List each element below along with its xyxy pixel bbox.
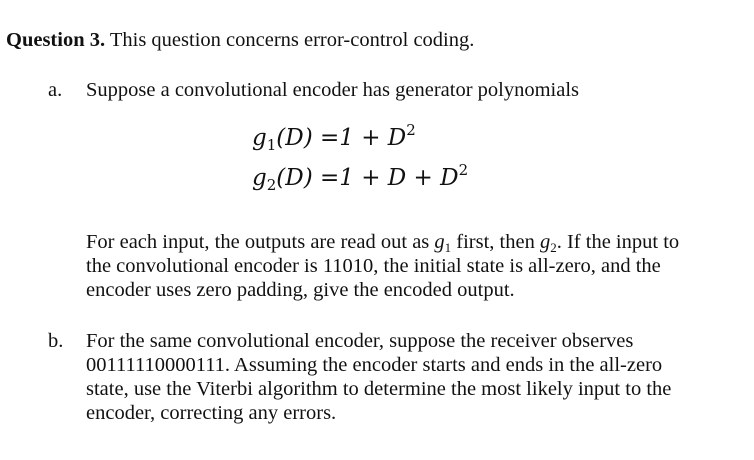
equation-g2-func: g [252,165,267,191]
equation-g2-rhs: =1 + D + D [312,165,459,191]
part-a-body [86,230,746,302]
part-b-line-2: 00111110000111. Assuming the encoder starts and ends in the all-zero [86,354,663,376]
part-b-body [86,329,746,425]
equation-g1-sup: 2 [406,121,416,139]
part-b-marker: b. [48,330,64,352]
equation-g1 [252,121,416,154]
g2-inline-letter: g [539,231,551,253]
equation-g1-arg: (D) [276,125,313,151]
part-a-body-line-1 [86,230,746,254]
g1-inline-sub: 1 [444,240,452,255]
question-intro: This question concerns error-control coding. [105,29,475,51]
question-label: Question 3. [6,29,106,51]
g1-inline-letter: g [434,231,445,253]
part-a-marker: a. [48,79,63,101]
g2-inline-sub: 2 [550,240,557,255]
equation-g2-sup: 2 [458,161,469,179]
equation-g2-arg: (D) [276,165,313,191]
part-b-line-1: For the same convolutional encoder, suppose the receiver observes [86,330,634,352]
part-b-line-4: encoder, correcting any errors. [86,402,337,424]
part-a-body-line-2: the convolutional encoder is 11010, the initial state is all-zero, and the [86,255,661,277]
part-a-body-line-3: encoder uses zero padding, give the encoded output. [86,279,515,301]
equation-g1-sub: 1 [266,136,277,154]
part-b-line-3: state, use the Viterbi algorithm to determine the most likely input to the [86,378,672,400]
equation-g2-sub: 2 [266,176,277,194]
part-a-intro [86,78,746,102]
part-a-body-line-1-pre: For each input, the outputs are read out as [86,231,435,253]
g1-inline [434,231,451,253]
g2-inline [540,231,557,253]
part-a-intro-text: Suppose a convolutional encoder has generator polynomials [86,79,580,101]
equation-g1-func: g [252,125,267,151]
equation-g1-rhs: =1 + D [312,125,407,151]
equation-g2 [252,161,469,194]
question-heading [6,28,474,52]
part-a-body-line-1-post: . If the input to [556,231,680,253]
part-a-body-line-1-mid: first, then [451,231,540,253]
